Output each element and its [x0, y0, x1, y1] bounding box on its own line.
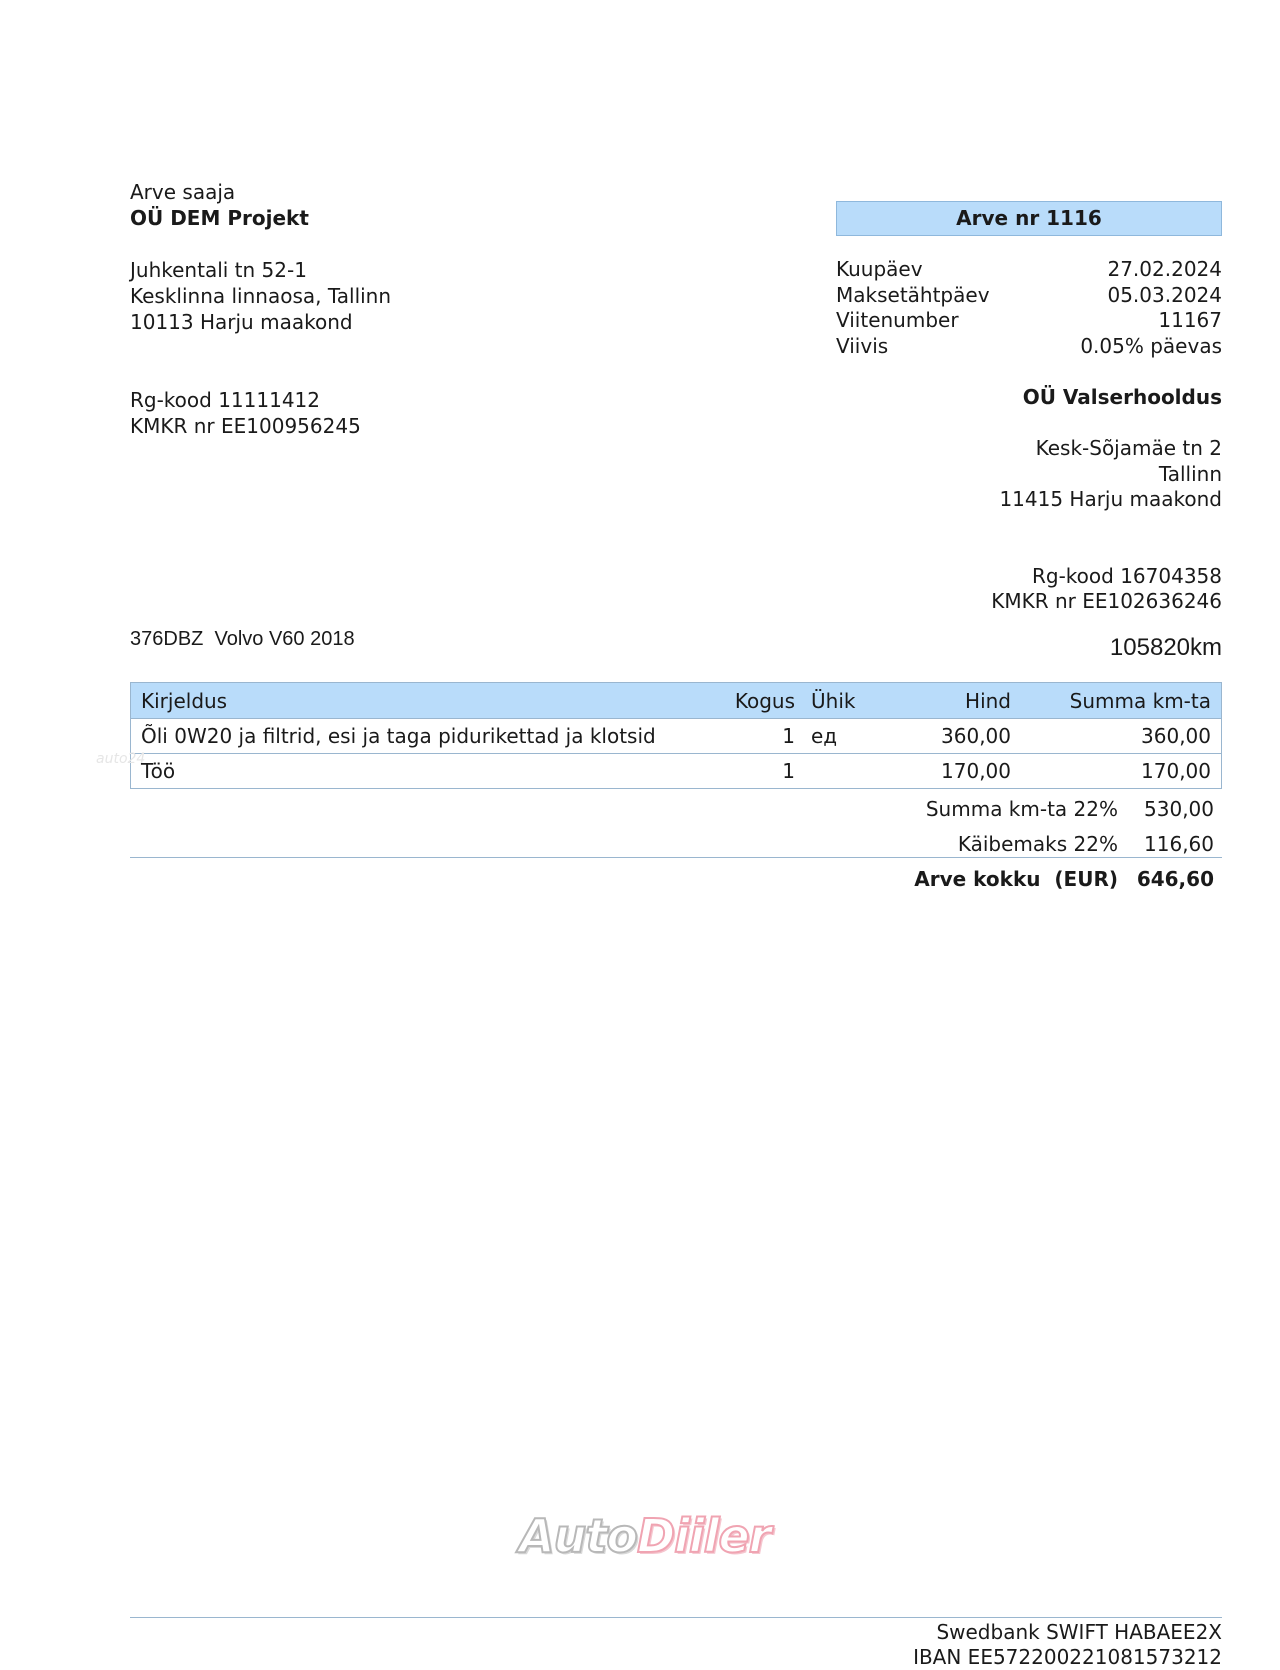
recipient-reg-code: Rg-kood 11111412 — [130, 388, 320, 412]
seller-block — [836, 385, 1222, 615]
invoice-title: Arve nr 1116 — [836, 201, 1222, 236]
subtotal-value: 530,00 — [1144, 797, 1214, 821]
header-unit: Ühik — [801, 683, 891, 719]
meta-row-reference — [836, 308, 1222, 334]
meta-label: Maksetähtpäev — [836, 282, 990, 307]
row-unit — [801, 754, 891, 789]
row-price: 170,00 — [891, 754, 1021, 789]
seller-vat-number: KMKR nr EE102636246 — [991, 589, 1222, 613]
meta-row-penalty — [836, 334, 1222, 360]
total-row — [860, 862, 1214, 897]
row-description: Õli 0W20 ja filtrid, esi ja taga pidurikettad ja klotsid — [131, 719, 725, 754]
vat-value: 116,60 — [1144, 832, 1214, 856]
row-sum: 170,00 — [1021, 754, 1222, 789]
seller-address-line: Kesk-Sõjamäe tn 2 — [1035, 436, 1222, 460]
recipient-address-line: Juhkentali tn 52-1 — [130, 258, 307, 282]
row-sum: 360,00 — [1021, 719, 1222, 754]
seller-name: OÜ Valserhooldus — [1022, 385, 1222, 409]
footer-divider — [130, 1617, 1222, 1618]
header-sum: Summa km-ta — [1021, 683, 1222, 719]
recipient-address-line: 10113 Harju maakond — [130, 310, 353, 334]
meta-value: 0.05% päevas — [1080, 333, 1222, 358]
seller-address-line: 11415 Harju maakond — [999, 487, 1222, 511]
recipient-address-line: Kesklinna linnaosa, Tallinn — [130, 284, 392, 308]
meta-label: Kuupäev — [836, 257, 923, 281]
odometer-reading: 105820km — [1109, 634, 1222, 661]
header-description: Kirjeldus — [131, 683, 725, 719]
row-price: 360,00 — [891, 719, 1021, 754]
meta-row-date — [836, 257, 1222, 283]
vat-label: Käibemaks 22% — [957, 832, 1118, 856]
seller-reg-code: Rg-kood 16704358 — [1032, 563, 1222, 588]
meta-row-due-date — [836, 283, 1222, 309]
items-table — [130, 682, 1222, 789]
header-price: Hind — [891, 683, 1021, 719]
subtotal-label: Summa km-ta 22% — [925, 797, 1118, 821]
table-row — [131, 754, 1222, 789]
row-quantity: 1 — [725, 754, 801, 789]
vehicle-info: 376DBZ Volvo V60 2018 — [130, 628, 355, 650]
watermark-part-auto: Auto — [519, 1509, 637, 1563]
totals-divider — [130, 857, 1222, 858]
footer-bank: Swedbank SWIFT HABAEE2X — [936, 1620, 1222, 1644]
meta-value: 27.02.2024 — [1107, 257, 1222, 281]
recipient-vat-number: KMKR nr EE100956245 — [130, 414, 361, 438]
total-value: 646,60 — [1136, 867, 1214, 891]
totals-block — [860, 792, 1214, 897]
header-quantity: Kogus — [725, 683, 801, 719]
watermark-part-diiler: Diiler — [636, 1509, 771, 1563]
invoice-meta — [836, 257, 1222, 359]
footer-iban: IBAN EE572200221081573212 — [913, 1645, 1222, 1669]
meta-value: 05.03.2024 — [1107, 282, 1222, 307]
subtotal-row — [860, 792, 1214, 827]
seller-address-line: Tallinn — [1158, 461, 1222, 486]
autodiiler-watermark-logo — [519, 1506, 769, 1566]
total-label: Arve kokku (EUR) — [914, 867, 1118, 891]
recipient-name: OÜ DEM Projekt — [130, 206, 309, 230]
meta-label: Viivis — [836, 333, 889, 358]
row-unit: ед — [801, 719, 891, 754]
footer-bank-info — [836, 1620, 1222, 1670]
table-row — [131, 719, 1222, 754]
meta-value: 11167 — [1158, 308, 1222, 332]
recipient-block — [130, 179, 650, 439]
row-quantity: 1 — [725, 719, 801, 754]
small-watermark: auto24 — [96, 751, 146, 767]
table-header-row — [131, 683, 1222, 719]
row-description: Töö — [131, 754, 725, 789]
meta-label: Viitenumber — [836, 308, 959, 332]
recipient-label: Arve saaja — [130, 180, 236, 204]
